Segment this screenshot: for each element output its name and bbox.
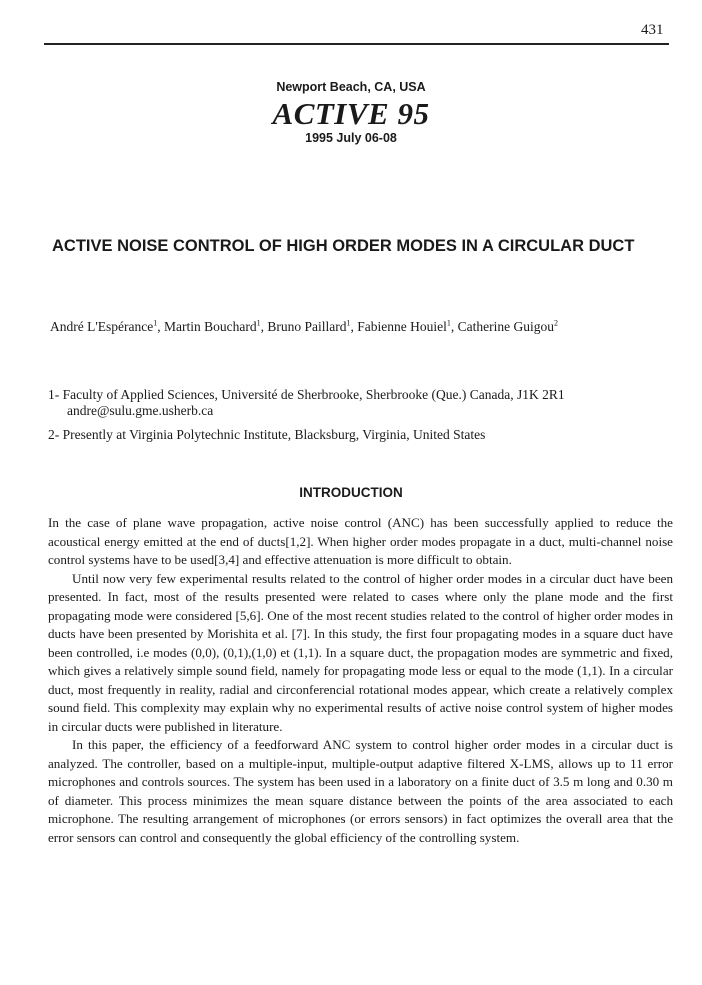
author [164, 319, 267, 334]
conference-name: ACTIVE 95 [272, 96, 430, 131]
author-name: Catherine Guigou [457, 318, 554, 334]
affiliation-text: 1- Faculty of Applied Sciences, Université de Sherbrooke, Sherbrooke (Que.) Canada, J1K 2R1 [48, 387, 565, 402]
author-name: Bruno Paillard [267, 318, 347, 334]
author-separator: , [450, 318, 458, 334]
paper-title: ACTIVE NOISE CONTROL OF HIGH ORDER MODES IN A CIRCULAR DUCT [52, 237, 635, 255]
author [458, 319, 558, 334]
affiliation-email: andre@sulu.gme.usherb.ca [67, 403, 214, 418]
section-body [48, 514, 673, 847]
author-separator: , [260, 318, 268, 334]
author-list [50, 318, 680, 335]
paragraph: In this paper, the efficiency of a feedforward ANC system to control higher order modes in a circular duct is analyzed. The controller, based on a multiple-input, multiple-output adaptive filtered X-LMS, allows up to 11 error microphones and controls sources. The system has been used in a laboratory on a finite duct of 3.5 m long and 0.30 m of diameter. This process minimizes the mean square distance between the points of the area associated to each microphone. The resulting arrangement of microphones (or errors sensors) in fact optimizes the overall area that the error sensors can control and consequently the global efficiency of the controlling system. [48, 737, 673, 845]
section-heading: INTRODUCTION [299, 485, 403, 500]
author [267, 319, 357, 334]
author-affiliation-mark: 2 [553, 318, 558, 327]
paragraph: Until now very few experimental results related to the control of higher order modes in a circular duct have been presented. In fact, most of the results presented were related to cases where only the plane mode and the first propagating mode were considered [5,6]. One of the most recent studies related to the control of higher order modes in ducts have been presented by Morishita et al. [7]. In this study, the first four propagating modes in a square duct have been controlled, i.e modes (0,0), (0,1),(1,0) et (1,1). In a square duct, the propagation modes are symmetric and fixed, which gives a relatively simple sound field, namely for propagating mode less or equal to the mode (1,1). In a circular duct, most frequently in reality, radial and circonferencial rotational modes appear, which create a relatively complex sound field. This complexity may explain why no experimental results of active noise control system of higher modes in circular ducts were published in literature. [48, 570, 673, 734]
author-name: André L'Espérance [50, 318, 154, 334]
author-separator: , [350, 318, 358, 334]
paragraph: In the case of plane wave propagation, active noise control (ANC) has been successfully applied to reduce the acoustical energy emitted at the end of ducts[1,2]. When higher order modes propagate in a duct, multi-channel noise control systems have to be used[3,4] and effective attenuation is more difficult to obtain. [48, 515, 673, 567]
header-rule [44, 43, 669, 45]
author-name: Martin Bouchard [164, 318, 257, 334]
author-affiliation-mark: 1 [446, 318, 451, 327]
conference-dates: 1995 July 06-08 [305, 131, 397, 145]
author-separator: , [157, 318, 165, 334]
author-affiliation-mark: 1 [346, 318, 351, 327]
affiliation-2 [48, 427, 688, 443]
author [50, 319, 164, 334]
author [357, 319, 457, 334]
author-affiliation-mark: 1 [153, 318, 158, 327]
affiliation-text: 2- Presently at Virginia Polytechnic Institute, Blacksburg, Virginia, United States [48, 427, 486, 442]
author-affiliation-mark: 1 [256, 318, 261, 327]
affiliation-1 [48, 387, 688, 419]
page-number: 431 [641, 22, 664, 38]
conference-location: Newport Beach, CA, USA [276, 80, 426, 94]
author-name: Fabienne Houiel [357, 318, 447, 334]
